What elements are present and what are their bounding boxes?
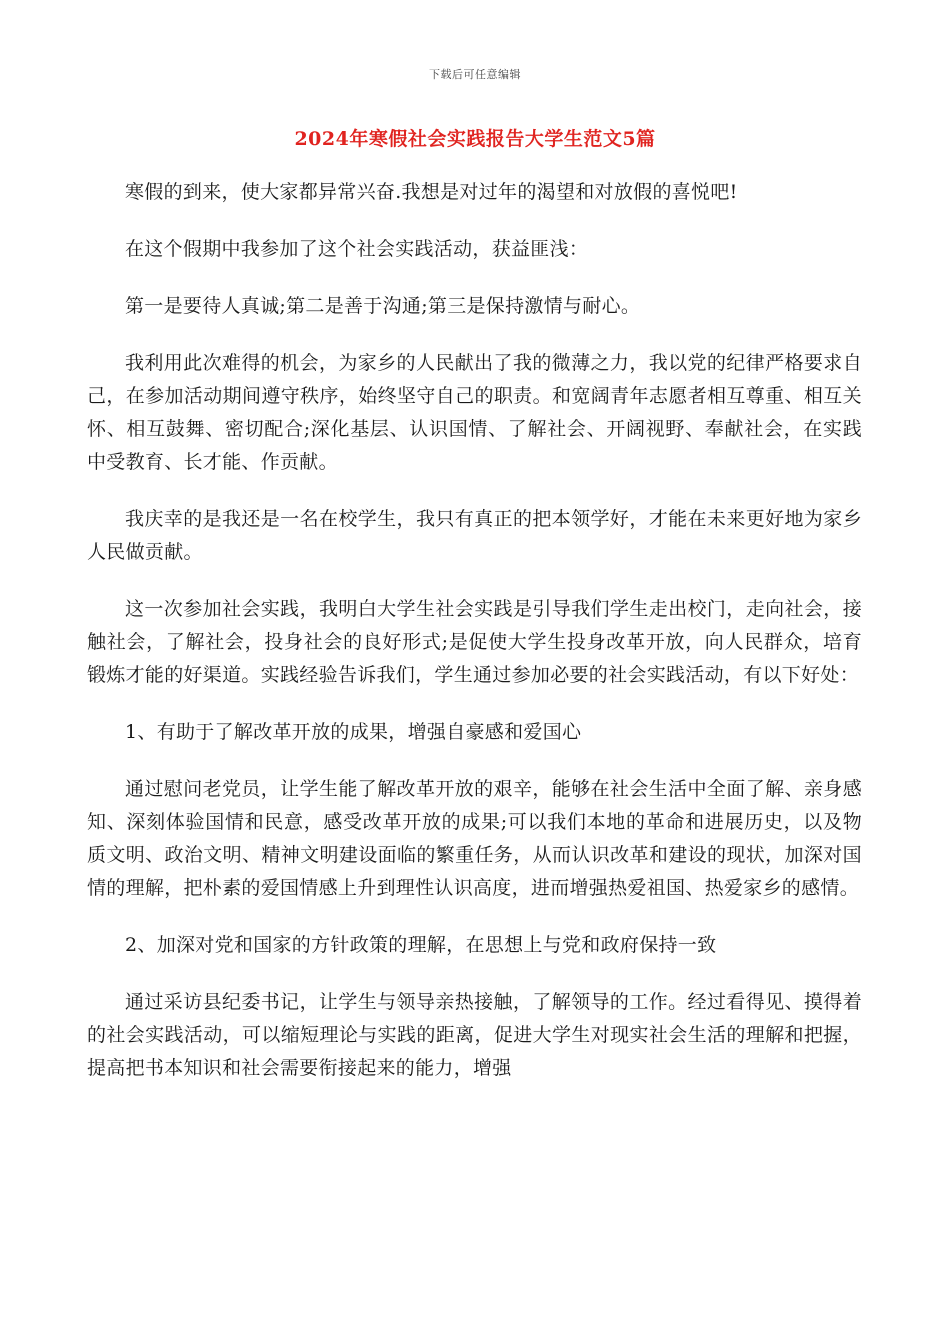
header-note: 下载后可任意编辑 — [429, 68, 521, 81]
paragraph: 第一是要待人真诚;第二是善于沟通;第三是保持激情与耐心。 — [125, 295, 641, 317]
section-heading: 1、有助于了解改革开放的成果，增强自豪感和爱国心 — [125, 721, 582, 743]
paragraph: 我利用此次难得的机会，为家乡的人民献出了我的微薄之力，我以党的纪律严格要求自己，在参加活动期间遵守秩序，始终坚守自己的职责。和宽阔青年志愿者相互尊重、相互关怀、相互鼓舞、密切配合;深化基层、认识国情、了解社会、开阔视野、奉献社会，在实践中受教育、长才能、作贡献。 — [87, 352, 862, 473]
paragraph: 通过慰问老党员，让学生能了解改革开放的艰辛，能够在社会生活中全面了解、亲身感知、深刻体验国情和民意，感受改革开放的成果;可以我们本地的革命和进展历史，以及物质文明、政治文明、精神文明建设面临的繁重任务，从而认识改革和建设的现状，加深对国情的理解，把朴素的爱国情感上升到理性认识高度，进而增强热爱祖国、热爱家乡的感情。 — [87, 778, 862, 899]
paragraph: 我庆幸的是我还是一名在校学生，我只有真正的把本领学好，才能在未来更好地为家乡人民做贡献。 — [87, 508, 862, 563]
document-title: 2024年寒假社会实践报告大学生范文5篇 — [294, 128, 656, 150]
paragraph: 在这个假期中我参加了这个社会实践活动，获益匪浅： — [125, 238, 589, 260]
paragraph: 通过采访县纪委书记，让学生与领导亲热接触，了解领导的工作。经过看得见、摸得着的社会实践活动，可以缩短理论与实践的距离，促进大学生对现实社会生活的理解和把握，提高把书本知识和社会需要衔接起来的能力，增强 — [87, 991, 862, 1079]
document-body — [87, 176, 862, 1109]
paragraph: 寒假的到来，使大家都异常兴奋.我想是对过年的渴望和对放假的喜悦吧! — [125, 181, 738, 203]
section-heading: 2、加深对党和国家的方针政策的理解，在思想上与党和政府保持一致 — [125, 934, 717, 956]
paragraph: 这一次参加社会实践，我明白大学生社会实践是引导我们学生走出校门，走向社会，接触社会，了解社会，投身社会的良好形式;是促使大学生投身改革开放，向人民群众，培育锻炼才能的好渠道。实践经验告诉我们，学生通过参加必要的社会实践活动，有以下好处： — [87, 598, 862, 686]
